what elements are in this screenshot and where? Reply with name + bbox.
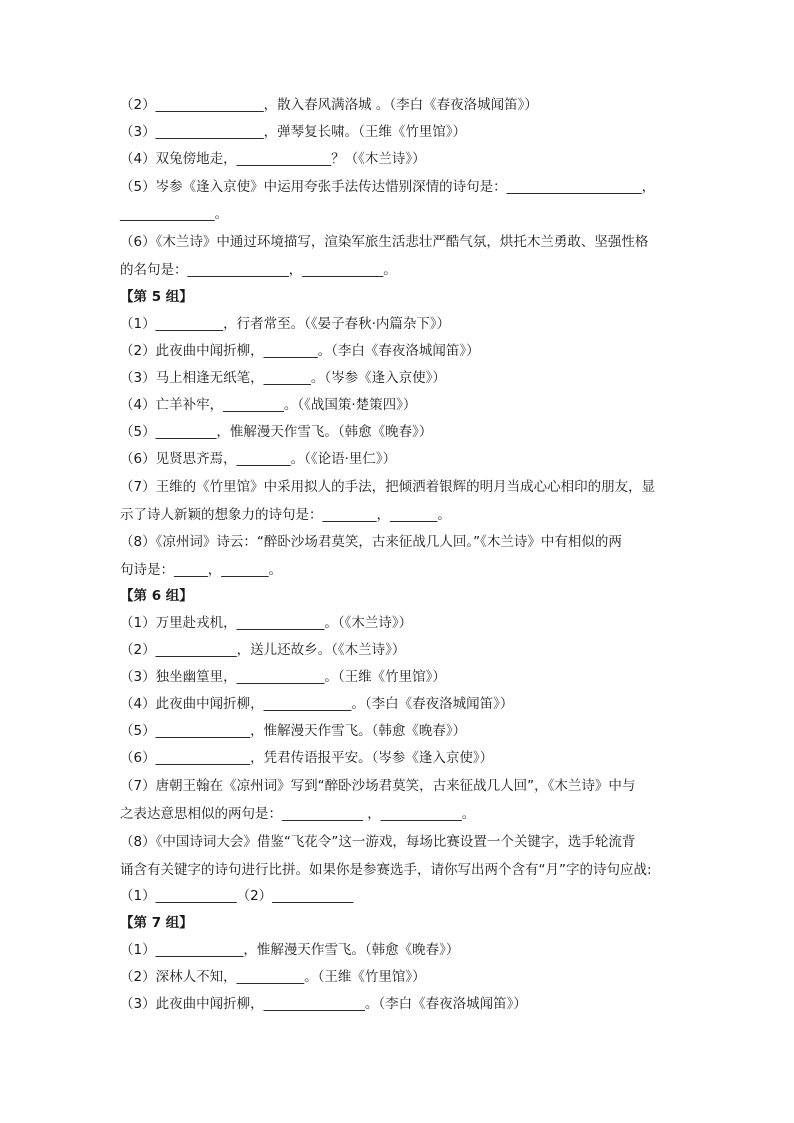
question-line: （2）____________，送儿还故乡。（《木兰诗》） xyxy=(120,642,406,658)
question-line: 的名句是：_______________，____________。 xyxy=(120,262,397,278)
question-line: （5）______________，惟解漫天作雪飞。（韩愈《晚春》） xyxy=(120,723,467,739)
question-line: （1）万里赴戎机，_____________。（《木兰诗》） xyxy=(120,615,413,631)
question-line: ______________。 xyxy=(120,206,228,222)
question-line: 诵含有关键字的诗句进行比拼。如果你是参赛选手，请你写出两个含有“月”字的诗句应战: xyxy=(120,862,652,878)
question-line: （4）此夜曲中闻折柳，_____________。（李白《春夜洛城闻笛》） xyxy=(120,696,514,712)
question-line: （8）《凉州词》诗云：“醉卧沙场君莫笑，古来征战几人回。”《木兰诗》中有相似的两 xyxy=(120,534,622,550)
question-line: 之表达意思相似的两句是：____________ ，____________。 xyxy=(120,806,476,822)
question-line: （8）《中国诗词大会》借鉴“飞花令”这一游戏，每场比赛设置一个关键字，选手轮流背 xyxy=(120,834,636,850)
question-line: （1）____________（2）____________ xyxy=(120,888,354,904)
question-line: （3）独坐幽篁里，_____________。（王维《竹里馆》） xyxy=(120,669,446,685)
question-line: （2）此夜曲中闻折柳，________。（李白《春夜洛城闻笛》） xyxy=(120,343,480,359)
question-line: （3）此夜曲中闻折柳，_______________。（李白《春夜洛城闻笛》） xyxy=(120,996,527,1012)
question-line: （2）深林人不知，__________。（王维《竹里馆》） xyxy=(120,969,426,985)
question-line: 句诗是：_____，_______。 xyxy=(120,562,282,578)
question-line: （7）唐朝王翰在《凉州词》写到“醉卧沙场君莫笑，古来征战几人回”，《木兰诗》中与 xyxy=(120,778,636,794)
question-line: （5）_________，惟解漫天作雪飞。（韩愈《晚春》） xyxy=(120,424,433,440)
question-line: 示了诗人新颖的想象力的诗句是：________，_______。 xyxy=(120,507,451,523)
question-line: （1）__________，行者常至。（《晏子春秋·内篇杂下》） xyxy=(120,316,451,332)
question-line: （1）_____________，惟解漫天作雪飞。（韩愈《晚春》） xyxy=(120,942,460,958)
group-heading: 【第 5 组】 xyxy=(120,289,193,305)
question-line: （2）________________，散入春风满洛城 。（李白《春夜洛城闻笛》） xyxy=(120,97,538,113)
question-line: （6）______________，凭君传语报平安。（岑参《逢入京使》） xyxy=(120,750,494,766)
question-line: （7）王维的《竹里馆》中采用拟人的手法，把倾洒着银辉的明月当成心心相印的朋友，显 xyxy=(120,479,656,495)
group-heading: 【第 6 组】 xyxy=(120,588,193,604)
question-line: （6）见贤思齐焉，________。（《论语·里仁》） xyxy=(120,451,397,467)
question-line: （3）________________，弹琴复长啸。（王维《竹里馆》） xyxy=(120,124,467,140)
question-line: （6）《木兰诗》中通过环境描写，渲染军旅生活悲壮严酷气氛，烘托木兰勇敢、坚强性格 xyxy=(120,234,649,250)
question-line: （4）双兔傍地走，______________？（《木兰诗》） xyxy=(120,151,426,167)
group-heading: 【第 7 组】 xyxy=(120,915,193,931)
question-line: （5）岑参《逢入京使》中运用夸张手法传达惜别深情的诗句是：____________________， xyxy=(120,179,656,195)
question-line: （4）亡羊补牢，_________。（《战国策·楚策四》） xyxy=(120,397,417,413)
question-line: （3）马上相逢无纸笔，_______。（岑参《逢入京使》） xyxy=(120,370,446,386)
